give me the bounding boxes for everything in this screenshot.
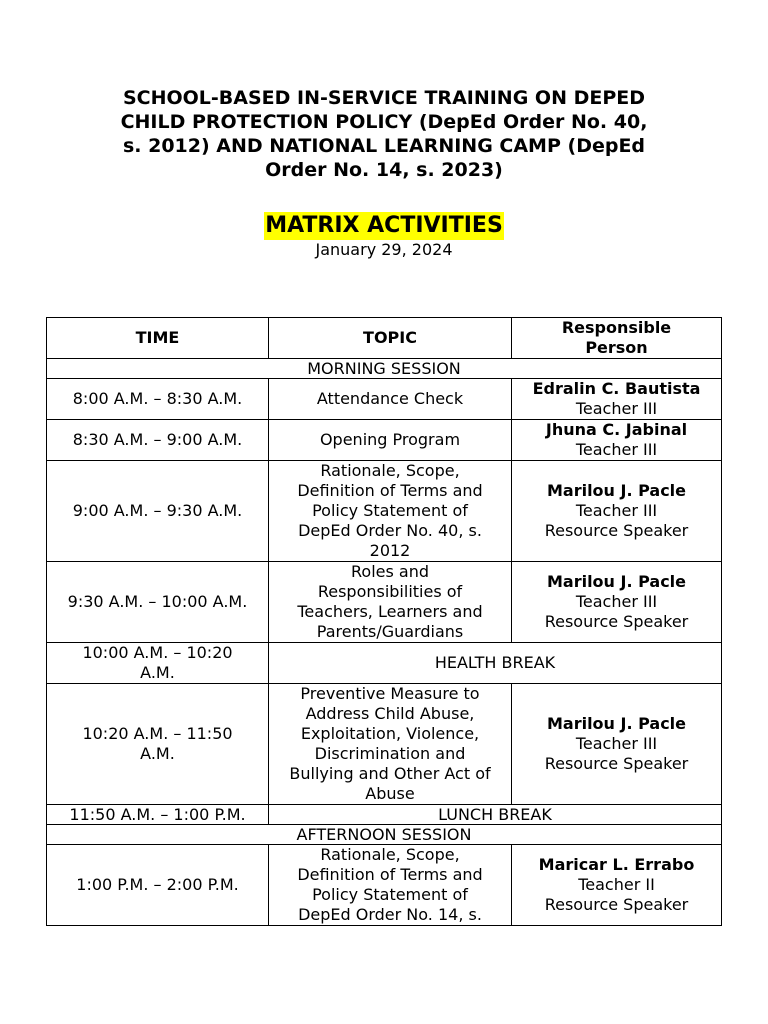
topic-line: Discrimination and: [314, 744, 466, 763]
topic-line: Abuse: [365, 784, 415, 803]
topic-line: Responsibilities of: [317, 582, 463, 601]
time-line: 10:20 A.M. – 11:50: [82, 724, 233, 743]
person-role: Resource Speaker: [544, 521, 689, 540]
person-role: Teacher III: [575, 399, 658, 418]
title-line: Order No. 14, s. 2023): [265, 159, 503, 181]
matrix-table: [46, 317, 722, 926]
topic-cell: [269, 562, 512, 643]
time-cell: 8:30 A.M. – 9:00 A.M.: [47, 420, 269, 461]
time-line: A.M.: [140, 744, 175, 763]
topic-line: Definition of Terms and: [297, 865, 483, 884]
person-name: Edralin C. Bautista: [532, 379, 701, 398]
table-header-row: [47, 318, 722, 359]
morning-session-row: [47, 359, 722, 379]
topic-line: Address Child Abuse,: [305, 704, 475, 723]
table-row: [47, 420, 722, 461]
table-row: [47, 805, 722, 825]
topic-line: Rationale, Scope,: [320, 461, 460, 480]
person-cell: [512, 562, 722, 643]
topic-line: Definition of Terms and: [297, 481, 483, 500]
time-line: 10:00 A.M. – 10:20: [82, 643, 233, 662]
time-cell: [47, 643, 269, 684]
person-name: Marilou J. Pacle: [546, 714, 687, 733]
matrix-heading: MATRIX ACTIVITIES: [265, 213, 503, 238]
topic-line: Teachers, Learners and: [297, 602, 483, 621]
header-topic: TOPIC: [269, 318, 512, 359]
person-cell: [512, 684, 722, 805]
time-cell: 9:00 A.M. – 9:30 A.M.: [47, 461, 269, 562]
table-row: [47, 684, 722, 805]
afternoon-session-label: AFTERNOON SESSION: [47, 825, 722, 845]
heading-container: [0, 212, 768, 240]
person-role: Teacher III: [575, 501, 658, 520]
topic-cell: [269, 461, 512, 562]
title-line: SCHOOL-BASED IN-SERVICE TRAINING ON DEPED: [122, 87, 646, 109]
person-name: Marilou J. Pacle: [546, 481, 687, 500]
person-cell: [512, 461, 722, 562]
topic-line: Rationale, Scope,: [320, 845, 460, 864]
person-role: Resource Speaker: [544, 895, 689, 914]
health-break-label: HEALTH BREAK: [269, 643, 722, 684]
topic-cell: [269, 379, 512, 420]
topic-line: Attendance Check: [316, 389, 464, 408]
topic-line: Policy Statement of: [312, 885, 468, 904]
document-date: January 29, 2024: [315, 240, 453, 259]
document-title: [0, 86, 768, 182]
afternoon-session-row: [47, 825, 722, 845]
topic-line: 2012: [369, 541, 411, 560]
person-cell: [512, 379, 722, 420]
person-role: Teacher III: [575, 440, 658, 459]
person-role: Resource Speaker: [544, 612, 689, 631]
header-time: TIME: [47, 318, 269, 359]
topic-line: Preventive Measure to: [300, 684, 480, 703]
person-name: Jhuna C. Jabinal: [545, 420, 688, 439]
header-responsible-person: [512, 318, 722, 359]
header-person-line: Responsible: [561, 318, 672, 337]
table-row: [47, 845, 722, 926]
topic-line: DepEd Order No. 40, s.: [298, 521, 482, 540]
topic-line: Roles and: [351, 562, 429, 581]
table-row: [47, 379, 722, 420]
time-cell: 11:50 A.M. – 1:00 P.M.: [47, 805, 269, 825]
table-row: [47, 643, 722, 684]
title-line: CHILD PROTECTION POLICY (DepEd Order No. 40,: [120, 111, 648, 133]
table-row: [47, 562, 722, 643]
time-line: A.M.: [140, 663, 175, 682]
person-cell: [512, 845, 722, 926]
lunch-break-label: LUNCH BREAK: [269, 805, 722, 825]
time-cell: 8:00 A.M. – 8:30 A.M.: [47, 379, 269, 420]
morning-session-label: MORNING SESSION: [47, 359, 722, 379]
topic-line: DepEd Order No. 14, s.: [298, 905, 482, 924]
person-role: Resource Speaker: [544, 754, 689, 773]
time-cell: 9:30 A.M. – 10:00 A.M.: [47, 562, 269, 643]
header-person-line: Person: [585, 338, 648, 357]
person-role: Teacher II: [578, 875, 655, 894]
topic-cell: [269, 684, 512, 805]
topic-cell: [269, 420, 512, 461]
person-name: Maricar L. Errabo: [538, 855, 695, 874]
topic-line: Policy Statement of: [312, 501, 468, 520]
time-cell: [47, 684, 269, 805]
topic-line: Parents/Guardians: [316, 622, 464, 641]
topic-line: Exploitation, Violence,: [300, 724, 480, 743]
topic-line: Bullying and Other Act of: [289, 764, 491, 783]
time-cell: 1:00 P.M. – 2:00 P.M.: [47, 845, 269, 926]
topic-cell: [269, 845, 512, 926]
person-role: Teacher III: [575, 592, 658, 611]
person-role: Teacher III: [575, 734, 658, 753]
person-name: Marilou J. Pacle: [546, 572, 687, 591]
table-row: [47, 461, 722, 562]
person-cell: [512, 420, 722, 461]
topic-line: Opening Program: [319, 430, 461, 449]
title-line: s. 2012) AND NATIONAL LEARNING CAMP (DepEd: [122, 135, 646, 157]
